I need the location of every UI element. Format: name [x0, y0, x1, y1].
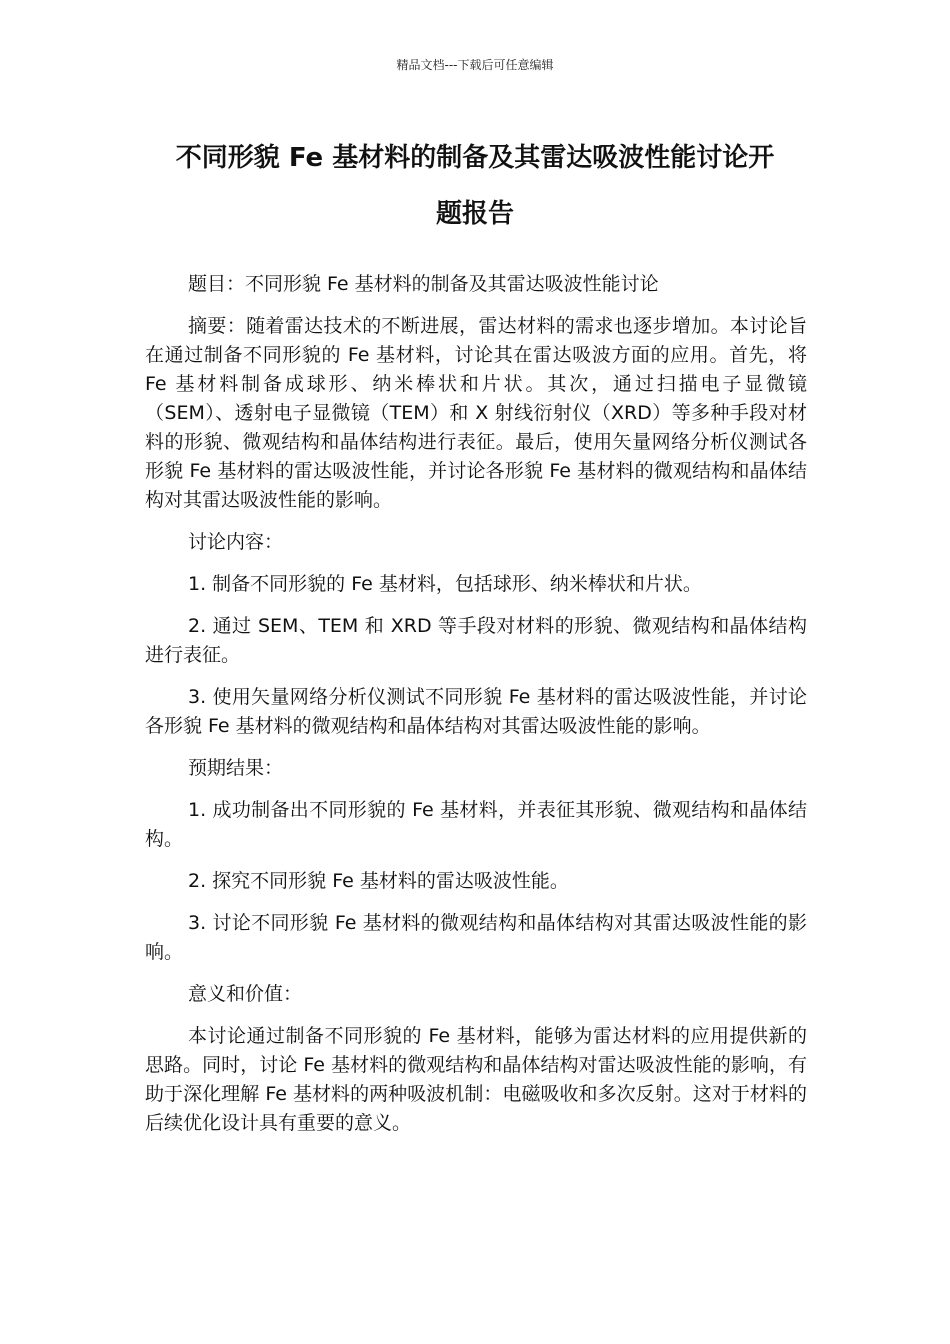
topic-line: 题目：不同形貌 Fe 基材料的制备及其雷达吸波性能讨论 — [188, 273, 659, 295]
expected-results-heading: 预期结果： — [188, 757, 284, 779]
research-content-heading: 讨论内容： — [188, 531, 284, 553]
title-line-1: 不同形貌 Fe 基材料的制备及其雷达吸波性能讨论开 — [175, 143, 775, 173]
abstract-paragraph: 摘要：随着雷达技术的不断进展，雷达材料的需求也逐步增加。本讨论旨在通过制备不同形貌的 Fe 基材料，讨论其在雷达吸波方面的应用。首先，将 Fe 基材料制备成球形、纳米棒状和片状。其次，通过扫描电子显微镜（SEM）、透射电子显微镜（TEM）和 X 射线衍射仪（XRD）等多种手段对材料的形貌、微观结构和晶体结构进行表征。最后，使用矢量网络分析仪测试各形貌 Fe 基材料的雷达吸波性能，并讨论各形貌 Fe 基材料的微观结构和晶体结构对其雷达吸波性能的影响。 — [145, 315, 807, 511]
research-content-item-2: 2. 通过 SEM、TEM 和 XRD 等手段对材料的形貌、微观结构和晶体结构进行表征。 — [145, 615, 807, 666]
significance-heading: 意义和价值： — [188, 983, 303, 1005]
document-body — [145, 270, 807, 1151]
title-line-2: 题报告 — [435, 199, 514, 229]
document-title — [145, 130, 805, 242]
expected-result-item-1: 1. 成功制备出不同形貌的 Fe 基材料，并表征其形貌、微观结构和晶体结构。 — [145, 799, 807, 850]
research-content-item-1: 1. 制备不同形貌的 Fe 基材料，包括球形、纳米棒状和片状。 — [188, 573, 702, 595]
expected-result-item-3: 3. 讨论不同形貌 Fe 基材料的微观结构和晶体结构对其雷达吸波性能的影响。 — [145, 912, 807, 963]
research-content-item-3: 3. 使用矢量网络分析仪测试不同形貌 Fe 基材料的雷达吸波性能，并讨论各形貌 Fe 基材料的微观结构和晶体结构对其雷达吸波性能的影响。 — [145, 686, 807, 737]
header-note: 精品文档---下载后可任意编辑 — [396, 58, 554, 72]
significance-paragraph: 本讨论通过制备不同形貌的 Fe 基材料，能够为雷达材料的应用提供新的思路。同时，讨论 Fe 基材料的微观结构和晶体结构对雷达吸波性能的影响，有助于深化理解 Fe 基材料的两种吸波机制：电磁吸收和多次反射。这对于材料的后续优化设计具有重要的意义。 — [145, 1025, 807, 1134]
expected-result-item-2: 2. 探究不同形貌 Fe 基材料的雷达吸波性能。 — [188, 870, 569, 892]
